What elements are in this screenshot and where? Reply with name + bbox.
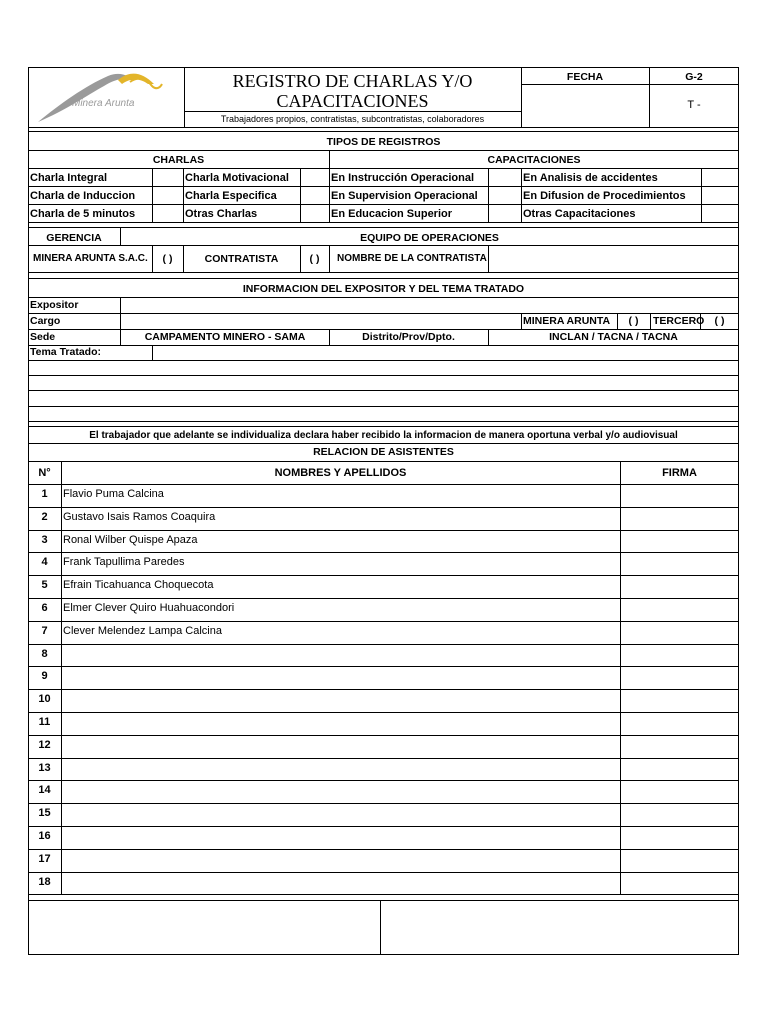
contratista-check[interactable]: ( ) [309,253,320,265]
attendee-name[interactable] [63,739,615,754]
sede-value: CAMPAMENTO MINERO - SAMA [144,331,306,343]
company-logo [30,68,184,126]
firma-cell[interactable] [621,485,738,506]
attendee-name[interactable] [63,830,615,845]
firma-cell[interactable] [621,508,738,529]
row-number: 14 [38,784,51,797]
firma-cell[interactable] [621,804,738,825]
firma-cell[interactable] [621,690,738,711]
row-number: 9 [41,670,48,683]
row-number: 3 [41,533,48,546]
tema-extra-lines[interactable] [29,361,738,421]
attendee-name[interactable] [63,853,615,868]
firma-cell[interactable] [621,531,738,552]
attendee-name[interactable] [63,648,615,663]
asistentes-title: RELACION DE ASISTENTES [313,446,454,458]
charla-5-minutos: Charla de 5 minutos [30,208,136,220]
firma-cell[interactable] [621,850,738,871]
row-number: 11 [38,716,51,728]
attendee-name[interactable]: Clever Melendez Lampa Calcina [63,624,222,637]
signature-box-right[interactable] [381,901,738,954]
firma-cell[interactable] [621,576,738,597]
attendee-name[interactable]: Gustavo Isais Ramos Coaquira [63,510,216,523]
firma-cell[interactable] [621,736,738,757]
row-number: 10 [38,693,51,706]
checkbox-charla-induccion[interactable] [153,187,182,203]
col-firma-header: FIRMA [662,467,697,479]
capacitaciones-heading: CAPACITACIONES [487,154,581,166]
tema-label: Tema Tratado: [30,346,101,358]
checkbox-otras-capacitaciones[interactable] [702,205,738,221]
attendee-name[interactable]: Elmer Clever Quiro Huahuacondori [63,602,235,614]
distrito-value: INCLAN / TACNA / TACNA [549,331,678,343]
expositor-field[interactable] [121,298,738,312]
equipo-operaciones: EQUIPO DE OPERACIONES [360,232,499,244]
otras-charlas: Otras Charlas [185,208,258,220]
col-n-header: N° [38,467,51,479]
attendee-name[interactable] [63,876,615,891]
row-number: 12 [38,738,51,751]
tercero-check[interactable]: ( ) [714,315,725,327]
row-number: 1 [41,488,48,500]
firma-cell[interactable] [621,622,738,643]
attendee-name[interactable]: Efrain Ticahuanca Choquecota [63,579,214,592]
row-number: 16 [38,830,51,842]
attendee-name[interactable] [63,784,615,799]
logo-text: Minera Arunta [72,98,135,109]
charla-induccion: Charla de Induccion [30,190,136,202]
distrito-label: Distrito/Prov/Dpto. [362,331,455,343]
attendee-name[interactable] [63,693,615,708]
fecha-value-field[interactable] [522,85,648,111]
firma-cell[interactable] [621,713,738,734]
row-number: 5 [41,579,48,592]
row-number: 15 [38,807,51,820]
minera-arunta-expositor-check[interactable]: ( ) [628,315,639,327]
attendee-name[interactable]: Flavio Puma Calcina [63,488,164,500]
declaration-text: El trabajador que adelante se individualiza declara haber recibido la informacion de manera oportuna verbal y/o audiovisual [89,430,678,441]
row-number: 18 [38,875,51,888]
cargo-label: Cargo [30,315,61,327]
row-number: 17 [38,852,51,865]
row-number: 8 [41,647,48,660]
firma-cell[interactable] [621,599,738,620]
form-code-sub: T - [687,99,701,111]
charlas-heading: CHARLAS [152,154,205,166]
checkbox-otras-charlas[interactable] [301,205,328,221]
checkbox-cap-instruccion[interactable] [489,169,520,185]
firma-cell[interactable] [621,873,738,894]
checkbox-cap-educacion[interactable] [489,205,520,221]
attendee-name[interactable]: Ronal Wilber Quispe Apaza [63,533,198,546]
cap-difusion: En Difusion de Procedimientos [523,190,686,202]
cargo-field[interactable] [121,314,520,328]
checkbox-cap-supervision[interactable] [489,187,520,203]
checkbox-cap-analisis[interactable] [702,169,738,185]
page-subtitle: Trabajadores propios, contratistas, subcontratistas, colaboradores [220,114,485,124]
firma-cell[interactable] [621,827,738,848]
checkbox-charla-especifica[interactable] [301,187,328,203]
charla-integral: Charla Integral [30,172,108,184]
col-names-header: NOMBRES Y APELLIDOS [274,467,407,479]
checkbox-cap-difusion[interactable] [702,187,738,203]
tema-field[interactable] [153,346,738,359]
minera-arunta-sac: MINERA ARUNTA S.A.C. [33,253,148,264]
attendee-name[interactable] [63,670,615,685]
cap-supervision: En Supervision Operacional [331,190,478,202]
expositor-section-title: INFORMACION DEL EXPOSITOR Y DEL TEMA TRATADO [242,283,525,295]
row-number: 6 [41,602,48,614]
attendee-name[interactable] [63,716,615,731]
fecha-label: FECHA [566,71,604,83]
page-title-line1: REGISTRO DE CHARLAS Y/O [232,71,473,91]
minera-arunta-check[interactable]: ( ) [162,253,173,265]
cap-analisis: En Analisis de accidentes [523,172,658,184]
contratista-label: CONTRATISTA [204,253,279,265]
tipos-title: TIPOS DE REGISTROS [326,136,441,148]
minera-arunta-label: MINERA ARUNTA [523,315,611,327]
nombre-contratista-label: NOMBRE DE LA CONTRATISTA [337,253,487,264]
form-code: G-2 [685,71,703,83]
charla-motivacional: Charla Motivacional [185,172,289,184]
attendee-name[interactable] [63,762,615,777]
nombre-contratista-field[interactable] [489,246,738,271]
row-number: 13 [38,761,51,774]
firma-cell[interactable] [621,759,738,780]
checkbox-charla-motivacional[interactable] [301,169,328,185]
row-number: 2 [41,510,48,523]
otras-capacitaciones: Otras Capacitaciones [523,208,636,220]
firma-cell[interactable] [621,645,738,666]
row-number: 7 [41,624,48,637]
cap-educacion: En Educacion Superior [331,208,453,220]
sede-label: Sede [30,331,56,343]
firma-cell[interactable] [621,667,738,688]
charla-especifica: Charla Especifica [185,190,277,202]
cap-instruccion: En Instrucción Operacional [331,172,475,184]
expositor-label: Expositor [30,299,79,311]
signature-box-left[interactable] [29,901,379,954]
firma-cell[interactable] [621,553,738,574]
attendee-name[interactable]: Frank Tapullima Paredes [63,556,185,569]
row-number: 4 [41,556,48,569]
firma-cell[interactable] [621,781,738,802]
page-title-line2: CAPACITACIONES [276,91,429,111]
gerencia-label: GERENCIA [46,232,102,244]
attendee-name[interactable] [63,807,615,822]
tercero-label: TERCERO [653,315,705,327]
checkbox-charla-integral[interactable] [153,169,182,185]
checkbox-charla-5-minutos[interactable] [153,205,182,221]
